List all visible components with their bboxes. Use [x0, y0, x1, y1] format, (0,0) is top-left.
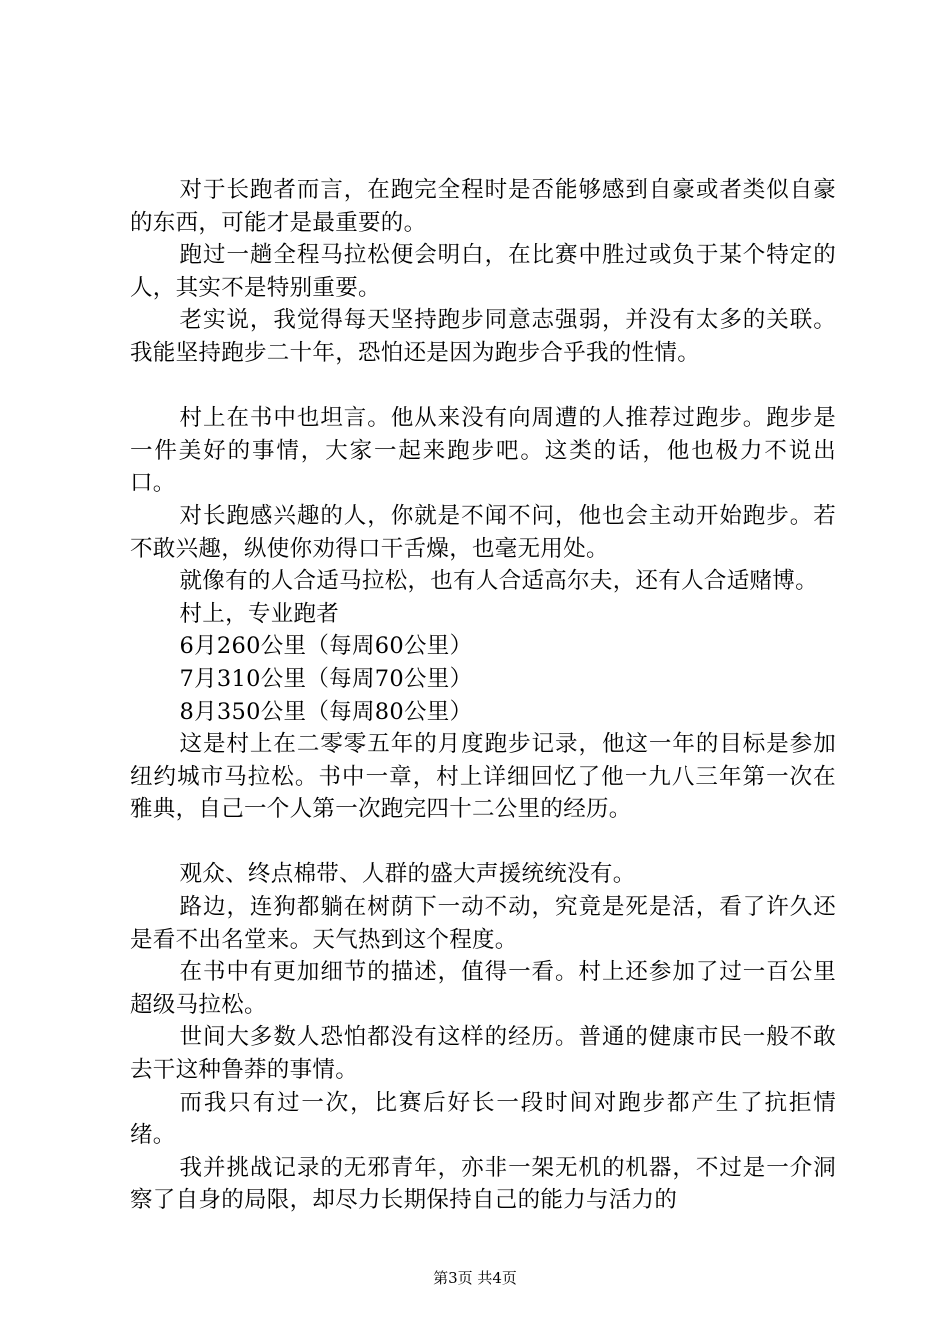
paragraph: 7月310公里（每周70公里） — [179, 665, 473, 692]
paragraph: 观众、终点棉带、人群的盛大声援统统没有。 — [179, 861, 636, 888]
paragraph: 对长跑感兴趣的人，你就是不闻不问，他也会主动开始跑步。若不敢兴趣，纵使你劝得口干舌燥，也毫无用处。 — [130, 502, 836, 562]
paragraph: 在书中有更加细节的描述，值得一看。村上还参加了过一百公里超级马拉松。 — [130, 959, 836, 1018]
paragraph: 世间大多数人恐怕都没有这样的经历。普通的健康市民一般不敢去干这种鲁莽的事情。 — [130, 1024, 836, 1084]
paragraph: 8月350公里（每周80公里） — [179, 698, 473, 725]
paragraph: 路边，连狗都躺在树荫下一动不动，究竟是死是活，看了许久还是看不出名堂来。天气热到这个程度。 — [130, 894, 836, 953]
paragraph: 老实说，我觉得每天坚持跑步同意志强弱，并没有太多的关联。我能坚持跑步二十年，恐怕还是因为跑步合乎我的性情。 — [130, 307, 836, 366]
paragraph: 村上，专业跑者 — [179, 600, 340, 627]
paragraph: 6月260公里（每周60公里） — [179, 633, 473, 660]
page-footer: 第3页 共4页 — [433, 1269, 517, 1287]
paragraph: 村上在书中也坦言。他从来没有向周遭的人推荐过跑步。跑步是一件美好的事情，大家一起来跑步吧。这类的话，他也极力不说出口。 — [130, 405, 836, 497]
paragraph: 跑过一趟全程马拉松便会明白，在比赛中胜过或负于某个特定的人，其实不是特别重要。 — [130, 242, 836, 301]
paragraph: 对于长跑者而言，在跑完全程时是否能够感到自豪或者类似自豪的东西，可能才是最重要的。 — [130, 177, 836, 236]
paragraph: 就像有的人合适马拉松，也有人合适高尔夫，还有人合适赌博。 — [179, 568, 818, 595]
body-text — [130, 174, 836, 1217]
paragraph: 这是村上在二零零五年的月度跑步记录，他这一年的目标是参加纽约城市马拉松。书中一章，村上详细回忆了他一九八三年第一次在雅典，自己一个人第一次跑完四十二公里的经历。 — [130, 731, 836, 823]
paragraph: 我并挑战记录的无邪青年，亦非一架无机的机器，不过是一介洞察了自身的局限，却尽力长期保持自己的能力与活力的 — [130, 1154, 836, 1214]
paragraph: 而我只有过一次，比赛后好长一段时间对跑步都产生了抗拒情绪。 — [130, 1089, 836, 1149]
